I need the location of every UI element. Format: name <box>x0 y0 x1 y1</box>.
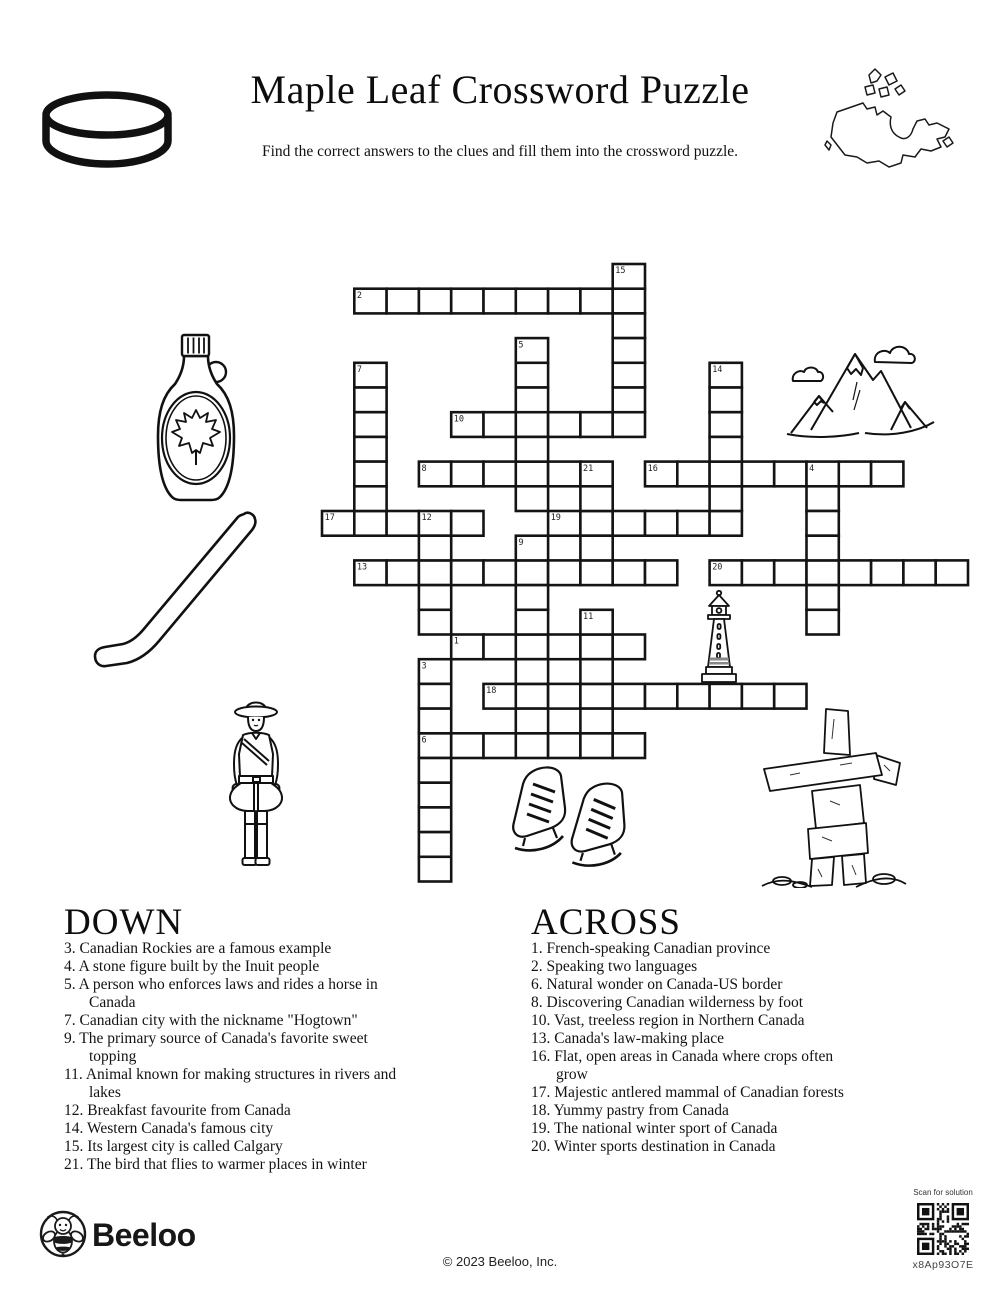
grid-cell <box>807 585 839 610</box>
grid-cell <box>613 733 645 758</box>
grid-cell <box>580 709 612 734</box>
clue-14: 14. Western Canada's famous city <box>64 1120 274 1137</box>
grid-cell <box>613 412 645 437</box>
grid-cell-number: 21 <box>583 463 594 474</box>
clue-11: 11. Animal known for making structures in rivers and lakes <box>64 1066 397 1101</box>
grid-cell <box>419 758 451 783</box>
clue-20: 20. Winter sports destination in Canada <box>531 1138 776 1155</box>
grid-cell-number: 8 <box>421 463 427 474</box>
clue-3: 3. Canadian Rockies are a famous example <box>64 940 332 957</box>
grid-cell <box>484 635 516 660</box>
grid-cell <box>613 635 645 660</box>
clue-6: 6. Natural wonder on Canada-US border <box>531 976 783 993</box>
grid-cell <box>613 289 645 314</box>
grid-cell <box>354 412 386 437</box>
grid-cell <box>484 412 516 437</box>
grid-cell-number: 19 <box>550 513 561 524</box>
grid-cell <box>710 684 742 709</box>
grid-cell <box>613 388 645 413</box>
grid-cell <box>645 560 677 585</box>
clue-18: 18. Yummy pastry from Canada <box>531 1102 729 1119</box>
grid-cell <box>516 635 548 660</box>
grid-cell <box>451 733 483 758</box>
grid-cell <box>677 462 709 487</box>
grid-cell-number: 5 <box>518 340 524 351</box>
grid-cell <box>484 560 516 585</box>
grid-cell <box>516 585 548 610</box>
grid-cell-number: 12 <box>421 513 432 524</box>
grid-cell <box>871 560 903 585</box>
grid-cell <box>419 585 451 610</box>
grid-cell <box>548 289 580 314</box>
clue-17: 17. Majestic antlered mammal of Canadian forests <box>531 1084 844 1101</box>
grid-cell <box>516 388 548 413</box>
grid-cell <box>387 289 419 314</box>
grid-cell <box>419 832 451 857</box>
grid-cell <box>871 462 903 487</box>
grid-cell <box>839 560 871 585</box>
grid-cell-number: 11 <box>583 612 594 622</box>
clue-13: 13. Canada's law-making place <box>531 1030 725 1047</box>
grid-cell <box>354 462 386 487</box>
ice-skates-icon <box>505 760 675 896</box>
grid-cell <box>419 536 451 561</box>
grid-cell <box>580 684 612 709</box>
grid-cell <box>807 610 839 635</box>
grid-cell <box>451 289 483 314</box>
grid-cell <box>742 462 774 487</box>
grid-cell-number: 7 <box>356 365 363 375</box>
clue-12: 12. Breakfast favourite from Canada <box>64 1102 291 1119</box>
grid-cell <box>354 486 386 511</box>
grid-cell <box>484 462 516 487</box>
grid-cell <box>451 511 483 536</box>
clue-19: 19. The national winter sport of Canada <box>531 1120 778 1137</box>
grid-cell-number: 6 <box>421 735 427 746</box>
grid-cell <box>710 437 742 462</box>
grid-cell <box>645 511 677 536</box>
maple-syrup-bottle-icon <box>153 328 241 506</box>
inukshuk-icon <box>760 703 908 888</box>
page-subtitle: Find the correct answers to the clues and fill them into the crossword puzzle. <box>261 143 739 160</box>
grid-cell <box>516 733 548 758</box>
clue-15: 15. Its largest city is called Calgary <box>64 1138 283 1155</box>
qr-code <box>917 1203 969 1255</box>
grid-cell <box>419 289 451 314</box>
grid-cell <box>807 536 839 561</box>
clue-1: 1. French-speaking Canadian province <box>531 940 771 957</box>
grid-cell <box>387 511 419 536</box>
grid-cell <box>516 486 548 511</box>
copyright-text: © 2023 Beeloo, Inc. <box>442 1254 558 1269</box>
hockey-puck-icon <box>36 88 178 174</box>
grid-cell <box>710 388 742 413</box>
mountie-icon <box>220 692 292 874</box>
grid-cell <box>580 536 612 561</box>
grid-cell <box>580 289 612 314</box>
grid-cell <box>419 560 451 585</box>
grid-cell <box>516 363 548 388</box>
clue-4: 4. A stone figure built by the Inuit people <box>64 958 320 975</box>
grid-cell-number: 15 <box>615 266 626 277</box>
grid-cell <box>613 313 645 338</box>
grid-cell <box>548 560 580 585</box>
clue-8: 8. Discovering Canadian wilderness by foot <box>531 994 804 1011</box>
clue-7: 7. Canadian city with the nickname "Hogtown" <box>64 1012 358 1029</box>
grid-cell <box>419 857 451 882</box>
grid-cell <box>419 807 451 832</box>
grid-cell <box>516 659 548 684</box>
across-heading: ACROSS <box>531 902 681 943</box>
grid-cell <box>516 437 548 462</box>
grid-cell <box>580 635 612 660</box>
grid-cell-number: 13 <box>356 562 368 573</box>
grid-cell <box>580 511 612 536</box>
grid-cell <box>516 289 548 314</box>
grid-cell <box>613 560 645 585</box>
grid-cell <box>613 363 645 388</box>
grid-cell <box>419 610 451 635</box>
canada-map-icon <box>816 66 966 188</box>
grid-cell <box>839 462 871 487</box>
down-clue-list <box>64 940 406 1174</box>
grid-cell <box>710 486 742 511</box>
grid-cell <box>548 635 580 660</box>
grid-cell-number: 1 <box>453 636 459 647</box>
grid-cell <box>548 412 580 437</box>
grid-cell-number: 17 <box>324 513 335 524</box>
grid-cell-number: 10 <box>453 414 465 425</box>
grid-cell <box>354 511 386 536</box>
grid-cell <box>580 486 612 511</box>
grid-cell <box>580 412 612 437</box>
hockey-stick-icon <box>92 510 262 682</box>
mountains-icon <box>783 338 938 446</box>
grid-cell <box>516 684 548 709</box>
grid-cell <box>451 560 483 585</box>
clue-2: 2. Speaking two languages <box>531 958 698 975</box>
grid-cell <box>548 462 580 487</box>
grid-cell <box>807 511 839 536</box>
clue-9: 9. The primary source of Canada's favorite sweet topping <box>64 1030 368 1065</box>
grid-cell-number: 2 <box>356 290 363 301</box>
qr-code-id: x8Ap93O7E <box>912 1259 974 1271</box>
grid-cell <box>451 462 483 487</box>
grid-cell <box>580 659 612 684</box>
lighthouse-icon <box>694 589 750 684</box>
grid-cell <box>807 486 839 511</box>
grid-cell <box>354 437 386 462</box>
grid-cell <box>419 783 451 808</box>
grid-cell <box>613 684 645 709</box>
clue-21: 21. The bird that flies to warmer places in winter <box>64 1156 367 1173</box>
grid-cell <box>419 684 451 709</box>
grid-cell <box>774 462 806 487</box>
grid-cell <box>484 289 516 314</box>
grid-cell <box>548 684 580 709</box>
grid-cell <box>903 560 935 585</box>
grid-cell <box>419 709 451 734</box>
grid-cell <box>710 412 742 437</box>
grid-cell <box>387 560 419 585</box>
brand-wordmark: Beeloo <box>92 1217 196 1253</box>
grid-cell <box>710 511 742 536</box>
grid-cell-number: 3 <box>421 661 427 672</box>
grid-cell-number: 16 <box>647 463 658 474</box>
grid-cell-number: 20 <box>712 562 723 573</box>
grid-cell <box>807 560 839 585</box>
clue-5: 5. A person who enforces laws and rides a horse in Canada <box>64 976 378 1011</box>
beeloo-bee-icon <box>38 1209 88 1259</box>
grid-cell-number: 9 <box>518 537 524 548</box>
grid-cell <box>710 462 742 487</box>
grid-cell <box>774 560 806 585</box>
across-clue-list <box>531 940 851 1156</box>
grid-cell <box>645 684 677 709</box>
grid-cell <box>677 684 709 709</box>
grid-cell <box>354 388 386 413</box>
grid-cell <box>548 733 580 758</box>
grid-cell-number: 14 <box>712 365 723 375</box>
clue-16: 16. Flat, open areas in Canada where crops often grow <box>531 1048 834 1083</box>
grid-cell <box>516 610 548 635</box>
clue-10: 10. Vast, treeless region in Northern Canada <box>531 1012 805 1029</box>
grid-cell-number: 18 <box>486 686 497 697</box>
grid-cell <box>516 709 548 734</box>
grid-cell <box>613 511 645 536</box>
grid-cell <box>484 733 516 758</box>
grid-cell <box>580 733 612 758</box>
grid-cell <box>516 462 548 487</box>
grid-cell <box>677 511 709 536</box>
qr-scan-label: Scan for solution <box>913 1188 973 1197</box>
page-title: Maple Leaf Crossword Puzzle <box>250 67 750 112</box>
grid-cell <box>516 412 548 437</box>
grid-cell <box>936 560 968 585</box>
grid-cell <box>580 560 612 585</box>
down-heading: DOWN <box>64 902 184 943</box>
grid-cell <box>516 560 548 585</box>
grid-cell <box>742 560 774 585</box>
grid-cell-number: 4 <box>809 463 815 474</box>
grid-cell <box>613 338 645 363</box>
